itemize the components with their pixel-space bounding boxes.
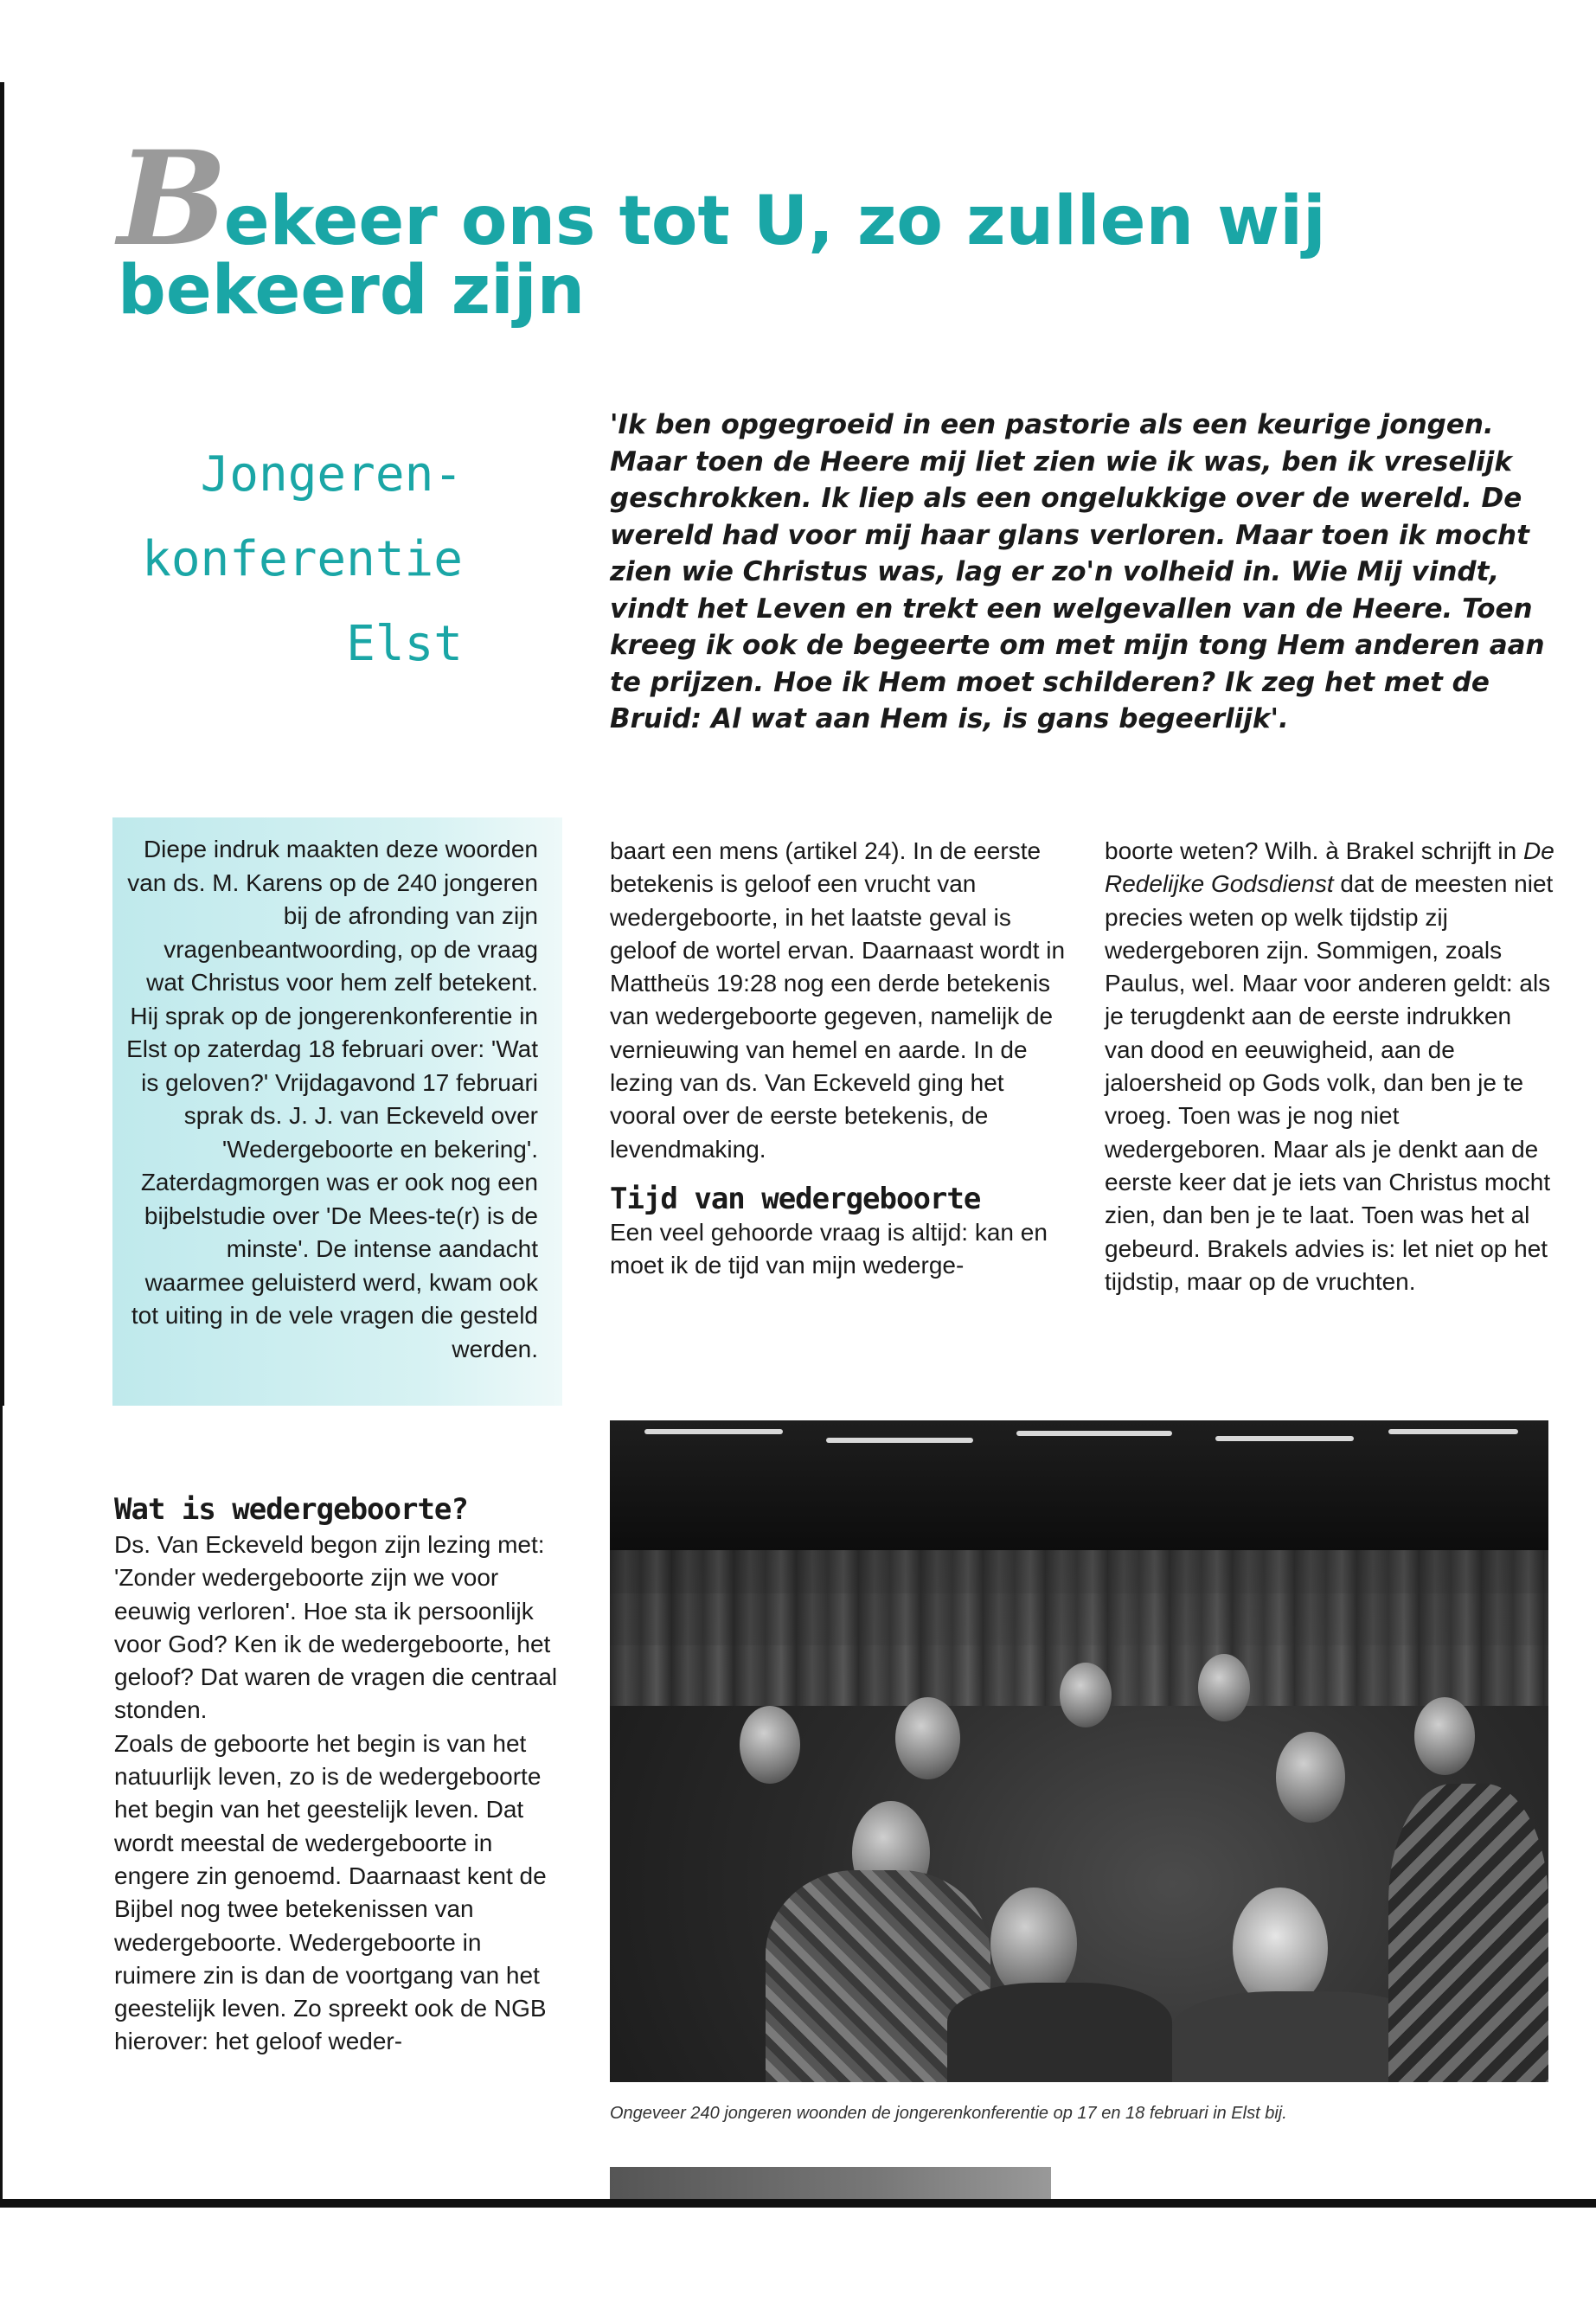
column-3	[1105, 835, 1554, 1298]
title-line-2: bekeerd zijn	[118, 252, 586, 330]
column2-paragraph-1: baart een mens (artikel 24). In de eerste betekenis is geloof een vrucht van wedergeboorte, in het laatste geval is geloof de wortel ervan. Daarnaast wordt in Mattheüs 19:28 nog een derde betekenis van wedergeboorte gegeven, namelijk de vernieuwing van hemel en aarde. In de lezing van ds. Van Eckeveld ging het vooral over de eerste betekenis, de levendmaking.	[610, 837, 1066, 1163]
section-heading-wat-is-wedergeboorte: Wat is wedergeboorte?	[114, 1492, 468, 1527]
section1-paragraph-2: Zoals de geboorte het begin is van het natuurlijk leven, zo is de wedergeboorte het begin van het geestelijk leven. Dat wordt meestal de wedergeboorte in engere zin genoemd. Daarnaast kent de Bijbel nog twee betekenissen van wedergeboorte. Wedergeboorte in ruimere zin is dan de voortgang van het geestelijk leven. Zo spreekt ook de NGB hierover: het geloof weder-	[114, 1729, 547, 2055]
subtitle-line-1: Jongeren-	[200, 446, 463, 503]
photo-ceiling-lamp	[644, 1429, 783, 1434]
photo-audience-row	[610, 1550, 1548, 1593]
photo-ceiling-lamp	[1388, 1429, 1518, 1434]
photo-person	[1060, 1663, 1112, 1727]
photo-person	[1414, 1697, 1475, 1775]
scan-edge-left-lower	[0, 1406, 3, 2202]
bottom-page-bar	[610, 2167, 1051, 2199]
title-line-1	[118, 123, 1415, 275]
photo-person	[1198, 1654, 1250, 1721]
photo-person	[740, 1706, 800, 1784]
photo-person	[895, 1697, 960, 1779]
column3-paragraph-1	[1105, 835, 1554, 1298]
scan-edge-left	[0, 82, 4, 1406]
photo-ceiling-lamp	[826, 1438, 973, 1443]
photo-person	[1233, 1888, 1328, 2009]
photo-ceiling-lamp	[1016, 1431, 1172, 1436]
photo-ceiling-lamp	[1215, 1436, 1354, 1441]
article-title	[118, 123, 1415, 330]
section1-paragraph-1: Ds. Van Eckeveld begon zijn lezing met: 'Zonder wedergeboorte zijn we voor eeuwig verloren'. Hoe sta ik persoonlijk voor God? Ken ik de wedergeboorte, het geloof? Dat waren de vragen die centraal stonden.	[114, 1531, 558, 1724]
column2-paragraph-2: Een veel gehoorde vraag is altijd: kan en moet ik de tijd van mijn wederge-	[610, 1218, 1048, 1279]
photo-ceiling	[610, 1420, 1548, 1550]
section-heading-tijd-van-wedergeboorte: Tijd van wedergeboorte	[610, 1181, 981, 1216]
photo-person-body	[1388, 1784, 1548, 2082]
intro-paragraph: Diepe indruk maakten deze woorden van ds. M. Karens op de 240 jongeren bij de afronding van zijn vragenbeantwoording, op de vraag wat Christus voor hem zelf betekent. Hij sprak op de jongerenkonferentie in Elst op zaterdag 18 februari over: 'Wat is geloven?' Vrijdagavond 17 februari sprak ds. J. J. van Eckeveld over 'Wedergeboorte en bekering'. Zaterdagmorgen was er ook nog een bijbelstudie over 'De Mees-te(r) is de minste'. De intense aandacht waarmee geluisterd werd, kwam ook tot uiting in de vele vragen die gesteld werden.	[126, 836, 538, 1362]
photo-person-body	[947, 1983, 1172, 2082]
scan-edge-bottom	[0, 2199, 1596, 2208]
photo-person	[1276, 1732, 1345, 1823]
book-title: De Redelijke Godsdienst	[1105, 837, 1554, 898]
subtitle-line-3: Elst	[346, 616, 463, 672]
photo-caption: Ongeveer 240 jongeren woonden de jongerenkonferentie op 17 en 18 februari in Elst bij.	[610, 2104, 1287, 2123]
subtitle-line-2: konferentie	[142, 531, 463, 587]
conference-photo	[610, 1420, 1548, 2082]
title-line-1-text: ekeer ons tot U, zo zullen wij	[223, 183, 1326, 260]
drop-cap: B	[118, 123, 224, 275]
column3-text-before: boorte weten? Wilh. à Brakel schrijft in	[1105, 837, 1523, 864]
column-1-lower	[114, 1492, 564, 2059]
lead-quote: 'Ik ben opgegroeid in een pastorie als een keurige jongen. Maar toen de Heere mij liet zien wie ik was, ben ik vreselijk geschrokken. Ik liep als een ongelukkige over de wereld. De wereld had voor mij haar glans verloren. Maar toen ik mocht zien wie Christus was, lag er zo'n volheid in. Wie Mij vindt, vindt het Leven en trekt een welgevallen van de Heere. Toen kreeg ik ook de begeerte om met mijn tong Hem anderen aan te prijzen. Hoe ik Hem moet schilderen? Ik zeg het met de Bruid: Al wat aan Hem is, is gans begeerlijk'.	[610, 409, 1545, 734]
column3-text-after: dat de meesten niet precies weten op welk tijdstip zij wedergeboren zijn. Sommigen, zoals Paulus, wel. Maar voor anderen geldt: als je terugdenkt aan de eerste indrukken van dood en eeuwigheid, aan de jaloersheid op Gods volk, dan ben je te vroeg. Toen was je nog niet wedergeboren. Maar als je denkt aan de eerste keer dat je iets van Christus mocht zien, dan ben je te laat. Toen was het al gebeurd. Brakels advies is: let niet op het tijdstip, maar op de vruchten.	[1105, 870, 1554, 1295]
photo-audience-row	[610, 1593, 1548, 1645]
column-2	[610, 835, 1068, 1283]
article-subtitle	[130, 433, 463, 687]
